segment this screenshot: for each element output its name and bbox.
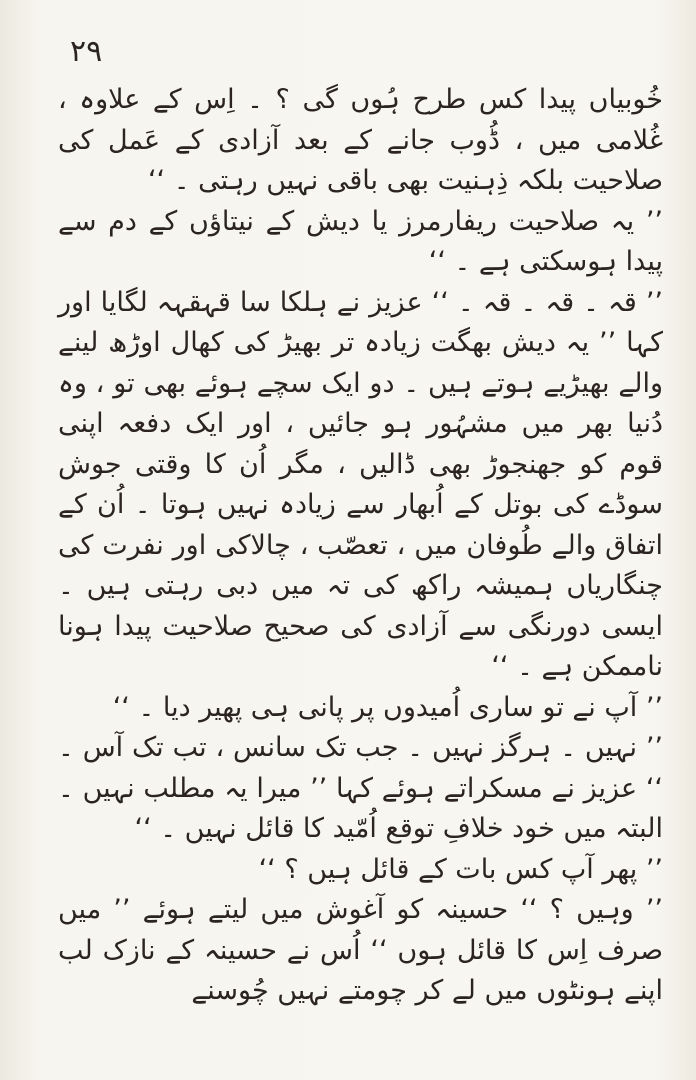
paragraph: ’’ آپ نے تو ساری اُمیدوں پر پانی ہی پھیر دیا ۔ ‘‘ — [112, 691, 663, 723]
paragraph: ’’ پھر آپ کس بات کے قائل ہیں ؟ ‘‘ — [258, 853, 663, 885]
paragraph: ’’ نہیں ۔ ہرگز نہیں ۔ جب تک سانس ، تب تک آس ۔ ‘‘ عزیز نے مسکراتے ہوئے کہا ’’ میرا یہ مطلب نہیں ۔ البتہ میں خود خلافِ توقع اُمّید کا قائل نہیں ۔ ‘‘ — [58, 732, 663, 844]
paragraph: ’’ یہ صلاحیت ریفارمرز یا دیش کے نیتاؤں کے دم سے پیدا ہوسکتی ہے ۔ ‘‘ — [58, 205, 663, 277]
paragraph: ’’ وہیں ؟ ‘‘ حسینہ کو آغوش میں لیتے ہوئے ’’ میں صرف اِس کا قائل ہوں ‘‘ اُس نے حسینہ کے نازک لب اپنے ہونٹوں میں لے کر چومتے نہیں چُوسنے — [58, 894, 663, 1006]
page-body-text — [58, 80, 663, 1012]
paragraph: خُوبیاں پیدا کس طرح ہُوں گی ؟ ۔ اِس کے علاوہ ، غُلامی میں ، ڈُوب جانے کے بعد آزادی کے عَمل کی صلاحیت بلکہ ذِہنیت بھی باقی نہیں رہتی ۔ ‘‘ — [58, 84, 663, 196]
paragraph: ’’ قہ ۔ قہ ۔ قہ ۔ ‘‘ عزیز نے ہلکا سا قہقہہ لگایا اور کہا ’’ یہ دیش بھگت زیادہ تر بھیڑ کی کھال اوڑھ لینے والے بھیڑیے ہوتے ہیں ۔ دو ایک سچے ہوئے بھی تو ، وہ دُنیا بھر میں مشہُور ہو جائیں ، اور ایک دفعہ اپنی قوم کو جھنجوڑ بھی ڈالیں ، مگر اُن کا وقتی جوش سوڈے کی بوتل کے اُبھار سے زیادہ نہیں ہوتا ۔ اُن کے اتفاق والے طُوفان میں ، تعصّب ، چالاکی اور نفرت کی چنگاریاں ہمیشہ راکھ کی تہ میں دبی رہتی ہیں ۔ ایسی دورنگی سے آزادی کی صحیح صلاحیت پیدا ہونا ناممکن ہے ۔ ‘‘ — [58, 286, 663, 682]
page-number: ۲۹ — [70, 34, 103, 69]
